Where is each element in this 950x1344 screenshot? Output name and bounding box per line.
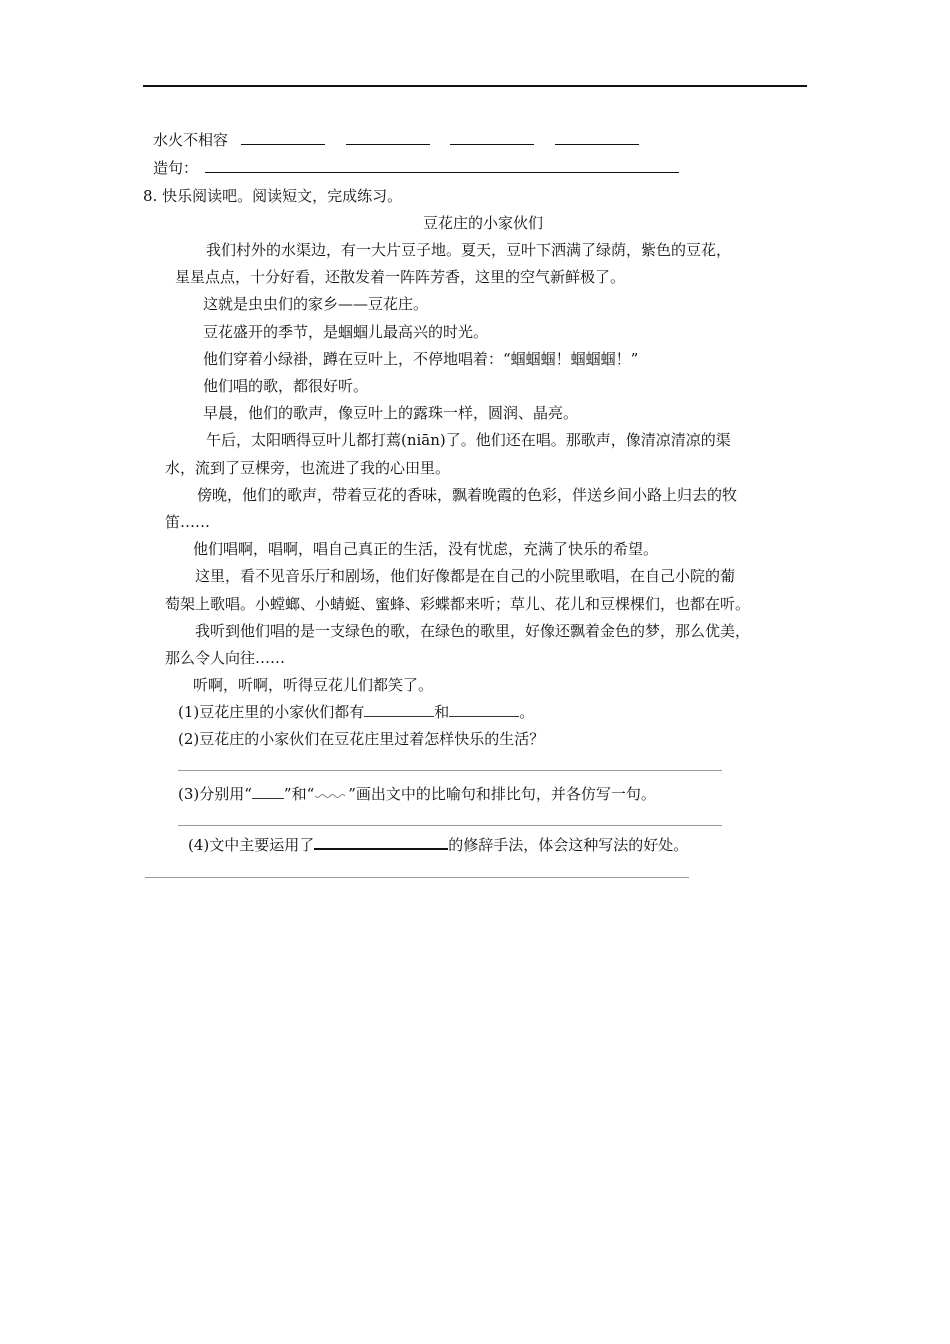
q1-blank-2[interactable] xyxy=(449,702,519,717)
paragraph-7-line-1: 午后，太阳晒得豆叶儿都打蔫(niān)了。他们还在唱。那歌声，像清凉清凉的渠 xyxy=(206,431,731,449)
paragraph-10-line-1: 这里，看不见音乐厅和剧场，他们好像都是在自己的小院里歌唱，在自己小院的葡 xyxy=(195,567,736,585)
paragraph-3: 豆花盛开的季节，是蝈蝈儿最高兴的时光。 xyxy=(203,323,489,341)
paragraph-1-line-1: 我们村外的水渠边，有一大片豆子地。夏天，豆叶下洒满了绿荫，紫色的豆花， xyxy=(206,241,732,259)
paragraph-2: 这就是虫虫们的家乡——豆花庄。 xyxy=(203,295,429,313)
paragraph-8-line-1: 傍晚，他们的歌声，带着豆花的香味，飘着晚霞的色彩，伴送乡间小路上归去的牧 xyxy=(197,486,738,504)
paragraph-8-line-2: 笛…… xyxy=(165,513,211,531)
wavy-underline-sample xyxy=(314,787,348,799)
straight-underline-sample xyxy=(252,784,284,799)
idiom-line xyxy=(153,130,639,150)
sentence-label: 造句： xyxy=(153,159,199,177)
sub-question-2: (2)豆花庄的小家伙们在豆花庄里过着怎样快乐的生活？ xyxy=(178,730,545,748)
idiom-blank-2[interactable] xyxy=(346,130,430,145)
paragraph-4: 他们穿着小绿褂，蹲在豆叶上，不停地唱着：“蝈蝈蝈！蝈蝈蝈！” xyxy=(203,350,639,368)
paragraph-12: 听啊，听啊，听得豆花儿们都笑了。 xyxy=(193,676,434,694)
header-rule xyxy=(143,85,807,87)
paragraph-10-line-2: 萄架上歌唱。小螳螂、小蜻蜓、蜜蜂、彩蝶都来听；草儿、花儿和豆棵棵们，也都在听。 xyxy=(165,595,751,613)
sentence-line xyxy=(153,158,679,178)
idiom-blank-4[interactable] xyxy=(555,130,639,145)
question-8-heading: 8. 快乐阅读吧。阅读短文，完成练习。 xyxy=(143,187,403,205)
sub-question-4: (4)文中主要运用了 的修辞手法，体会这种写法的好处。 xyxy=(188,836,689,854)
sentence-blank[interactable] xyxy=(205,158,679,173)
idiom-word: 水火不相容 xyxy=(153,131,229,149)
q1-blank-1[interactable] xyxy=(364,702,434,717)
paragraph-1-line-2: 星星点点，十分好看，还散发着一阵阵芳香，这里的空气新鲜极了。 xyxy=(175,268,626,286)
paragraph-5: 他们唱的歌，都很好听。 xyxy=(203,377,369,395)
idiom-blank-1[interactable] xyxy=(241,130,325,145)
sub-question-3: (3)分别用“ ”和“ ”画出文中的比喻句和排比句，并各仿写一句。 xyxy=(178,785,656,803)
q2-answer-line[interactable] xyxy=(178,770,722,771)
q4-answer-line[interactable] xyxy=(145,877,689,878)
q4-blank[interactable] xyxy=(314,834,448,850)
q3-answer-line[interactable] xyxy=(178,825,722,826)
sub-question-1: (1)豆花庄里的小家伙们都有 和 。 xyxy=(178,703,535,721)
paragraph-11-line-1: 我听到他们唱的是一支绿色的歌，在绿色的歌里，好像还飘着金色的梦，那么优美， xyxy=(195,622,751,640)
paragraph-6: 早晨，他们的歌声，像豆叶上的露珠一样，圆润、晶亮。 xyxy=(203,404,579,422)
paragraph-11-line-2: 那么令人向往…… xyxy=(165,649,286,667)
idiom-blank-3[interactable] xyxy=(450,130,534,145)
passage-title: 豆花庄的小家伙们 xyxy=(423,214,544,232)
paragraph-7-line-2: 水，流到了豆棵旁，也流进了我的心田里。 xyxy=(165,459,451,477)
paragraph-9: 他们唱啊，唱啊，唱自己真正的生活，没有忧虑，充满了快乐的希望。 xyxy=(193,540,659,558)
